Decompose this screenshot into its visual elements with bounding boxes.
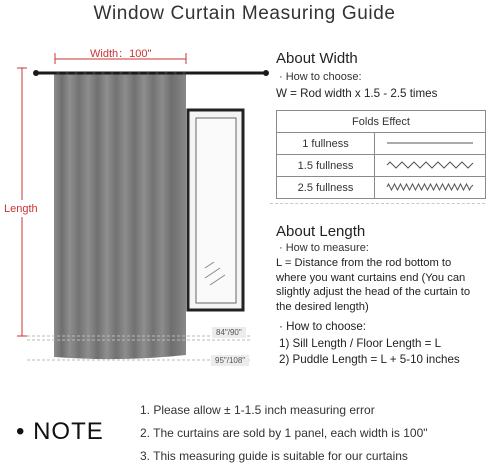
tight-zigzag-icon [385,183,475,191]
puddle-length-rule: 2) Puddle Length = L + 5-10 inches [279,353,460,366]
width-formula: W = Rod width x 1.5 - 2.5 times [276,87,438,100]
definition-line: where you want curtains end (You can [276,271,466,284]
folds-effect-table [276,110,486,199]
folds-header: Folds Effect [277,111,486,133]
curtain-panel-graphic [54,72,186,359]
length-definition [276,256,470,314]
note-line: 2. The curtains are sold by 1 panel, each width is 100" [140,426,428,440]
about-width-heading: About Width [276,50,358,67]
definition-line: L = Distance from the rod bottom to [276,257,452,269]
fold-marker [375,133,486,155]
fold-label: 1 fullness [277,133,375,155]
folds-header-row [277,111,486,133]
note-title: • NOTE [16,418,104,445]
width-label: Width：100" [90,48,152,60]
straight-line-icon [385,139,475,147]
puddle-length-tag: 95"/108" [211,355,249,366]
about-length-heading: About Length [276,223,366,240]
length-how-measure-label: · How to measure: [279,242,369,254]
note-line: 1. Please allow ± 1-1.5 inch measuring error [140,403,375,417]
fold-marker [375,155,486,177]
table-row [277,155,486,177]
width-how-label: · How to choose: [279,71,362,83]
length-how-choose-label: · How to choose: [279,320,366,333]
sill-length-tag: 84"/90" [212,327,246,338]
note-line: 3. This measuring guide is suitable for our curtains [140,449,408,463]
sill-floor-length-rule: 1) Sill Length / Floor Length = L [279,337,442,350]
page-title: Window Curtain Measuring Guide [93,3,396,24]
fold-label: 1.5 fullness [277,155,375,177]
length-dimension [17,68,27,336]
definition-line: slightly adjust the head of the curtain to [276,286,471,298]
section-divider [270,203,485,204]
fold-label: 2.5 fullness [277,177,375,199]
table-row [277,133,486,155]
length-label: Length [4,203,38,215]
window-frame-graphic [188,110,243,310]
table-row [277,177,486,199]
fold-marker [375,177,486,199]
definition-line: the desired length) [276,300,369,313]
loose-zigzag-icon [385,161,475,169]
